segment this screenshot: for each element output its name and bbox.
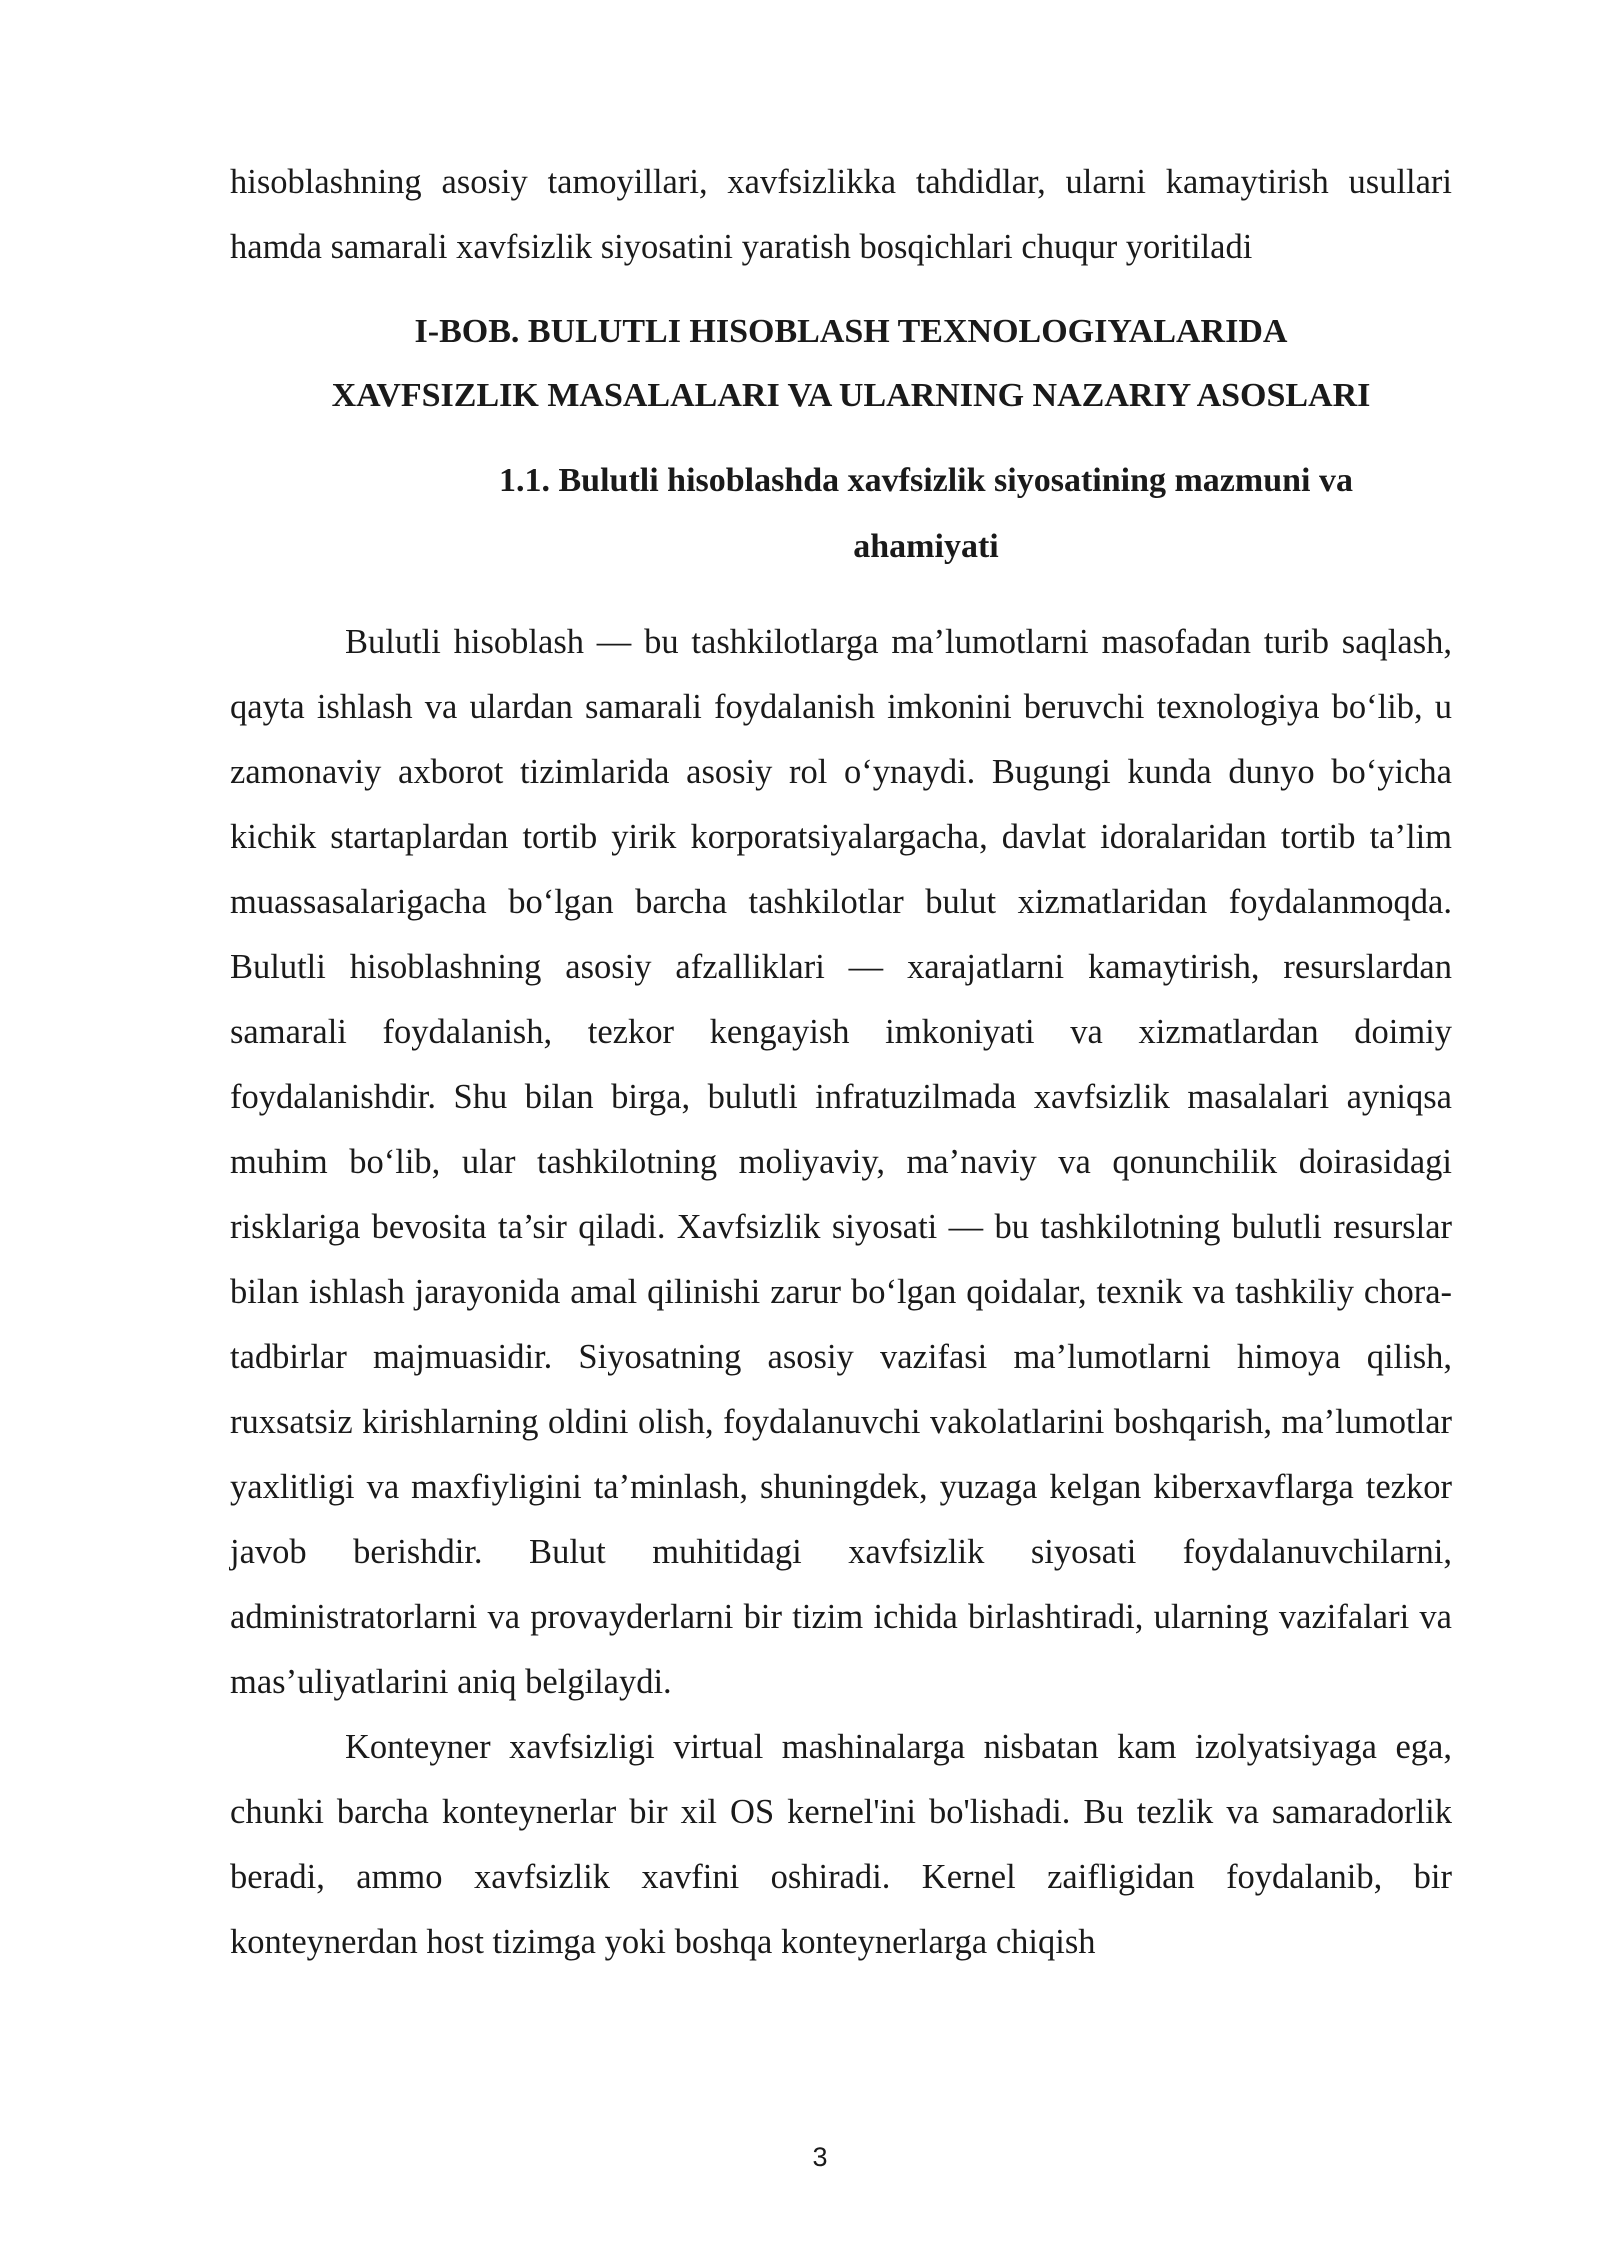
section-title xyxy=(230,448,1452,580)
document-page xyxy=(230,150,1452,1975)
body-paragraph-2: Konteyner xavfsizligi virtual mashinalarga nisbatan kam izolyatsiyaga ega, chunki barcha konteynerlar bir xil OS kernel'ini bo'lishadi. Bu tezlik va samaradorlik beradi, ammo xavfsizlik xavfini oshiradi. Kernel zaifligidan foydalanib, bir konteynerdan host tizimga yoki boshqa konteynerlarga chiqish xyxy=(230,1728,1452,1961)
page-number: 3 xyxy=(812,2142,828,2172)
intro-paragraph: hisoblashning asosiy tamoyillari, xavfsizlikka tahdidlar, ularni kamaytirish usullari hamda samarali xavfsizlik siyosatini yaratish bosqichlari chuqur yoritiladi xyxy=(230,163,1452,266)
section-title-line-1: 1.1. Bulutli hisoblashda xavfsizlik siyosatining mazmuni va xyxy=(499,462,1353,499)
body-paragraph-1: Bulutli hisoblash — bu tashkilotlarga ma’lumotlarni masofadan turib saqlash, qayta ishlash va ulardan samarali foydalanish imkonini beruvchi texnologiya bo‘lib, u zamonaviy axborot tizimlarida asosiy rol o‘ynaydi. Bugungi kunda dunyo bo‘yicha kichik startaplardan tortib yirik korporatsiyalargacha, davlat idoralaridan tortib ta’lim muassasalarigacha bo‘lgan barcha tashkilotlar bulut xizmatlaridan foydalanmoqda. Bulutli hisoblashning asosiy afzalliklari — xarajatlarni kamaytirish, resurslardan samarali foydalanish, tezkor kengayish imkoniyati va xizmatlardan doimiy foydalanishdir. Shu bilan birga, bulutli infratuzilmada xavfsizlik masalalari ayniqsa muhim bo‘lib, ular tashkilotning moliyaviy, ma’naviy va qonunchilik doirasidagi risklariga bevosita ta’sir qiladi. Xavfsizlik siyosati — bu tashkilotning bulutli resurslar bilan ishlash jarayonida amal qilinishi zarur bo‘lgan qoidalar, texnik va tashkiliy chora-tadbirlar majmuasidir. Siyosatning asosiy vazifasi ma’lumotlarni himoya qilish, ruxsatsiz kirishlarning oldini olish, foydalanuvchi vakolatlarini boshqarish, ma’lumotlar yaxlitligi va maxfiyligini ta’minlash, shuningdek, yuzaga kelgan kiberxavflarga tezkor javob berishdir. Bulut muhitidagi xavfsizlik siyosati foydalanuvchilarni, administratorlarni va provayderlarni bir tizim ichida birlashtiradi, ularning vazifalari va mas’uliyatlarini aniq belgilaydi. xyxy=(230,623,1452,1701)
chapter-title-line-1: I-BOB. BULUTLI HISOBLASH TEXNOLOGIYALARIDA xyxy=(414,313,1288,350)
chapter-title xyxy=(230,300,1452,428)
section-title-line-2: ahamiyati xyxy=(853,528,999,565)
chapter-title-line-2: XAVFSIZLIK MASALALARI VA ULARNING NAZARIY ASOSLARI xyxy=(331,377,1371,414)
